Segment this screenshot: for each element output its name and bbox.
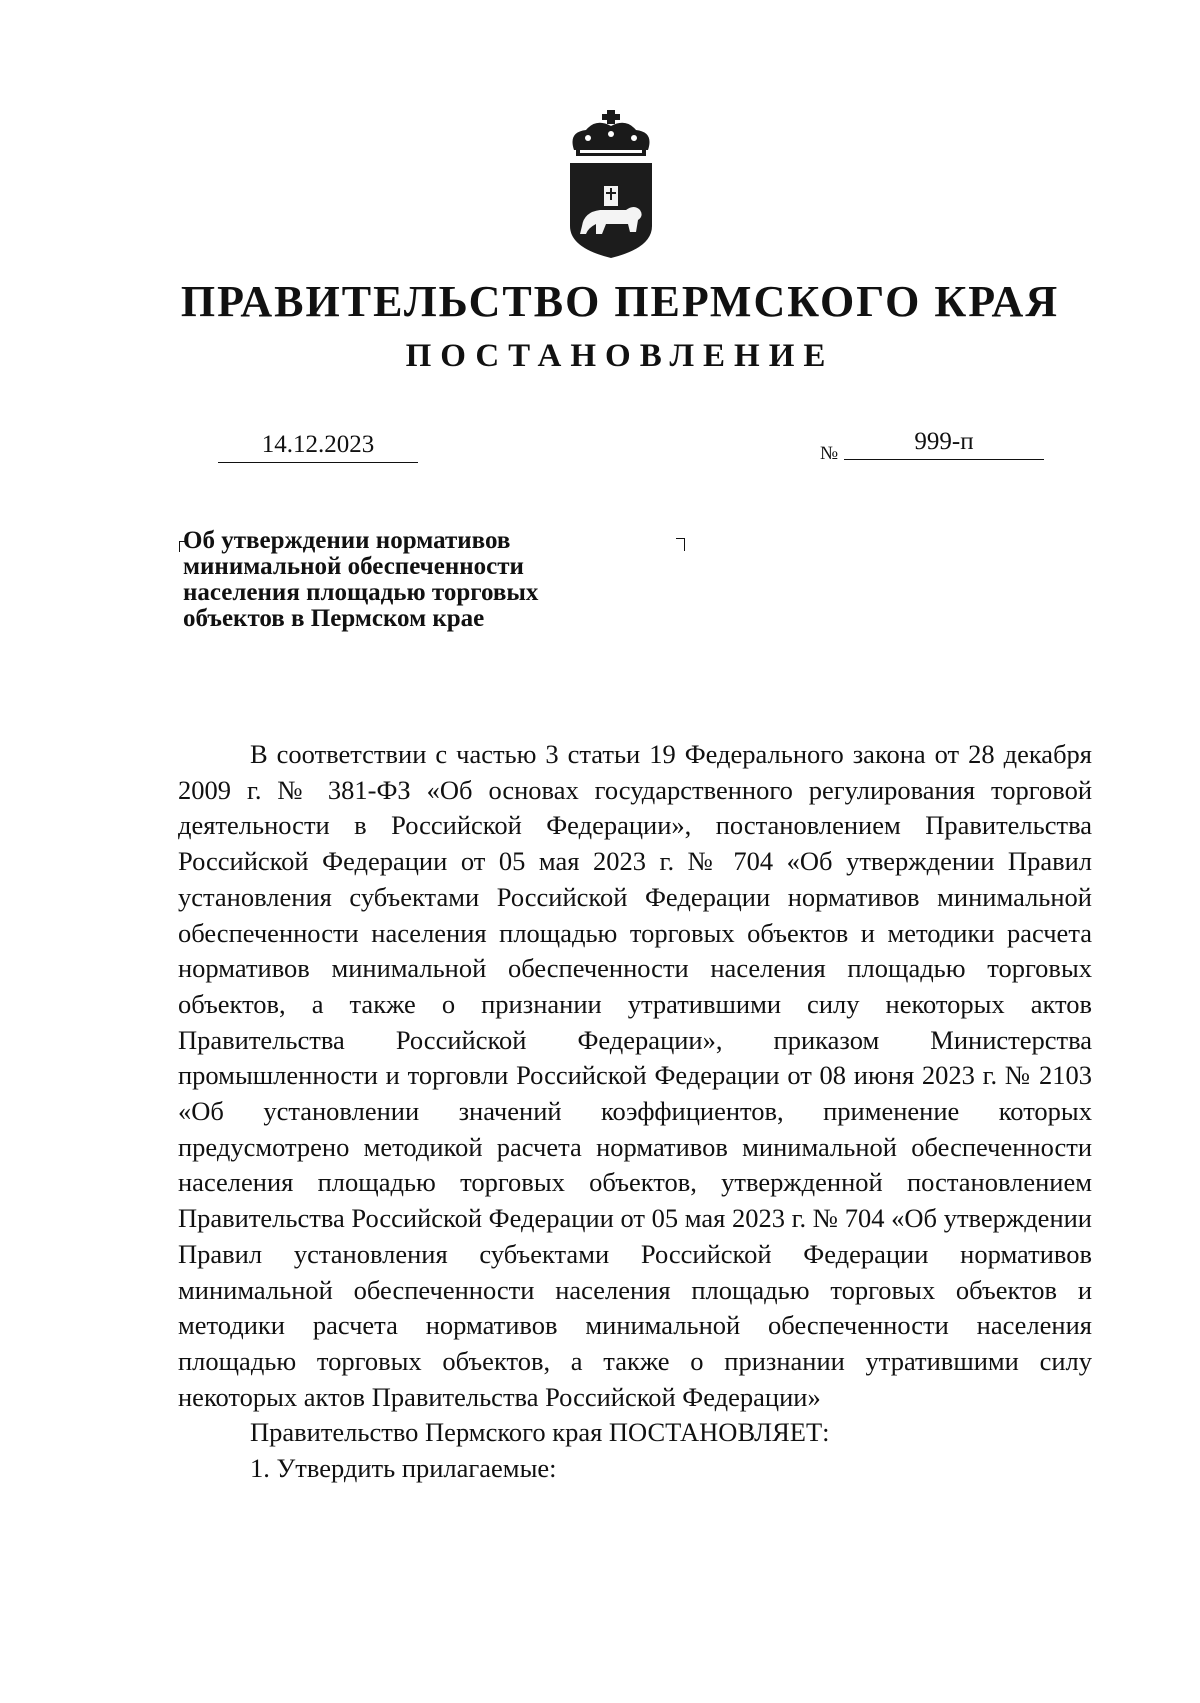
document-subject: Об утверждении нормативов минимальной обеспеченности населения площадью торговых объектов в Пермском крае bbox=[183, 527, 539, 632]
document-type: ПОСТАНОВЛЕНИЕ bbox=[405, 338, 835, 374]
item-1-paragraph: 1. Утвердить прилагаемые: bbox=[250, 1453, 557, 1484]
perm-krai-coat-of-arms-icon bbox=[566, 108, 656, 260]
document-body bbox=[178, 737, 1092, 1487]
document-date: 14.12.2023 bbox=[218, 428, 418, 463]
preamble-paragraph: В соответствии с частью 3 статьи 19 Федерального закона от 28 декабря 2009 г. № 381-ФЗ «Об основах государственного регулирования торговой деятельности в Российской Федерации», постановлением Правительства Российской Федерации от 05 мая 2023 г. № 704 «Об утверждении Правил установления субъектами Российской Федерации нормативов минимальной обеспеченности населения площадью торговых объектов и методики расчета нормативов минимальной обеспеченности населения площадью торговых объектов, а также о признании утратившими силу некоторых актов Правительства Российской Федерации», приказом Министерства промышленности и торговли Российской Федерации от 08 июня 2023 г. № 2103 «Об установлении значений коэффициентов, применение которых предусмотрено методикой расчета нормативов минимальной обеспеченности населения площадью торговых объектов, утвержденной постановлением Правительства Российской Федерации от 05 мая 2023 г. № 704 «Об утверждении Правил установления субъектами Российской Федерации нормативов минимальной обеспеченности населения площадью торговых объектов и методики расчета нормативов минимальной обеспеченности населения площадью торговых объектов, а также о признании утратившими силу некоторых актов Правительства Российской Федерации» bbox=[178, 739, 1092, 1412]
government-title: ПРАВИТЕЛЬСТВО ПЕРМСКОГО КРАЯ bbox=[180, 277, 1060, 326]
resolves-paragraph: Правительство Пермского края ПОСТАНОВЛЯЕТ: bbox=[250, 1417, 830, 1448]
number-sign: № bbox=[820, 443, 839, 464]
subject-bracket-right bbox=[676, 538, 685, 551]
document-number: 999-п bbox=[844, 425, 1044, 460]
